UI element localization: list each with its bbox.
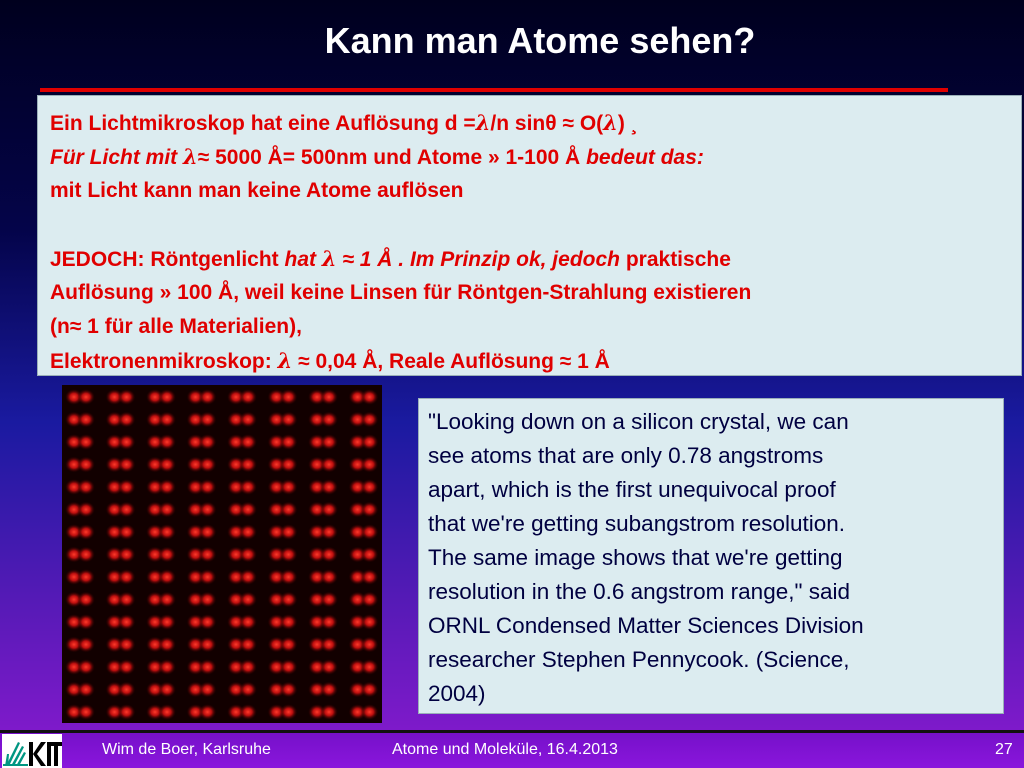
footer-divider [0,730,1024,733]
atom-spot [118,547,136,563]
quote-line: apart, which is the first unequivocal proof [428,477,836,502]
atom-spot [118,682,136,698]
atom-spot [118,412,136,428]
atom-spot [361,502,379,518]
atom-spot [239,682,257,698]
text-box-resolution [37,95,1022,376]
atom-spot [199,502,217,518]
atom-spot [158,434,176,450]
atom-spot [361,479,379,495]
atom-spot [280,547,298,563]
quote-box [418,398,1004,714]
atom-spot [77,592,95,608]
line-1-part-b: /n sin [490,112,546,135]
atom-spot [320,434,338,450]
atom-spot [320,547,338,563]
atom-spot [118,637,136,653]
atom-spot [158,682,176,698]
line-4-part-a: JEDOCH: Röntgenlicht [50,248,285,271]
title-underline [40,88,948,92]
line-7-part-b: ≈ 0,04 Å, Reale Auflösung ≈ 1 Å [292,350,610,373]
atom-spot [320,502,338,518]
atom-spot [239,479,257,495]
atom-spot [361,389,379,405]
text-line-5: Auflösung » 100 Å, weil keine Linsen für Röntgen-Strahlung existieren [50,281,752,304]
quote-line: see atoms that are only 0.78 angstroms [428,443,824,468]
atom-spot [361,547,379,563]
atom-spot [77,524,95,540]
atom-spot [199,569,217,585]
atom-spot [361,682,379,698]
atom-spot [361,457,379,473]
quote-line: that we're getting subangstrom resolution. [428,511,846,536]
kit-logo [2,734,62,768]
atom-spot [199,479,217,495]
atom-spot [239,704,257,720]
lambda-symbol: λ [475,110,491,135]
atom-spot [158,569,176,585]
atom-spot [158,704,176,720]
lambda-symbol: λ [321,246,337,271]
line-2-part-a: Für Licht mit [50,146,183,169]
atom-spot [239,502,257,518]
atom-spot [320,592,338,608]
atom-spot [158,412,176,428]
atom-spot [239,547,257,563]
quote-line: resolution in the 0.6 angstrom range," said [428,579,850,604]
atom-spot [118,592,136,608]
text-line-4 [50,242,1011,276]
atom-spot [320,479,338,495]
atom-spot [361,569,379,585]
quote-line: 2004) [428,681,486,706]
atom-spot [320,704,338,720]
atom-spot [118,479,136,495]
atom-spot [199,592,217,608]
atom-spot [118,704,136,720]
atom-spot [361,412,379,428]
line-2-part-b: ≈ 5000 Å= 500nm und Atome » 1-100 Å [197,146,587,169]
atom-spot [77,502,95,518]
atom-spot [361,704,379,720]
atom-spot [320,659,338,675]
atom-spot [199,457,217,473]
kit-logo-icon [2,734,62,768]
atom-spot [77,682,95,698]
atom-spot [239,412,257,428]
atom-spot [199,389,217,405]
atom-spot [239,457,257,473]
atom-spot [158,637,176,653]
atom-spot [77,569,95,585]
atom-spot [320,457,338,473]
atom-spot [361,434,379,450]
atom-spot [77,704,95,720]
quote-line: researcher Stephen Pennycook. (Science, [428,647,850,672]
atom-spot [77,457,95,473]
atom-spot [199,434,217,450]
atom-spot [118,457,136,473]
atom-spot [239,434,257,450]
atom-spot [361,659,379,675]
atom-spot [158,524,176,540]
text-line-6: (n≈ 1 für alle Materialien), [50,315,302,338]
line-1-part-c: ≈ O( [556,112,604,135]
blank-line [50,208,1011,242]
atom-spot [320,637,338,653]
atom-spot [320,614,338,630]
footer-author: Wim de Boer, Karlsruhe [102,741,271,758]
atom-spot [280,502,298,518]
atom-spot [158,659,176,675]
atom-spot [361,637,379,653]
atom-spot [280,637,298,653]
atom-spot [77,637,95,653]
atom-spot [320,389,338,405]
atom-spot [199,637,217,653]
atom-spot [199,614,217,630]
atom-spot [239,389,257,405]
atom-spot [158,457,176,473]
atom-spot [118,524,136,540]
slide-title: Kann man Atome sehen? [324,20,756,61]
lambda-symbol: λ [183,144,198,169]
text-line-2 [50,140,1011,174]
atom-spot [118,659,136,675]
atom-spot [280,659,298,675]
atom-spot [199,524,217,540]
atom-spot [77,434,95,450]
atom-spot [118,434,136,450]
atom-spot [320,524,338,540]
atom-spot [280,704,298,720]
atom-spot [199,659,217,675]
atom-spot [158,479,176,495]
quote-line: ORNL Condensed Matter Sciences Division [428,613,864,638]
atom-spot [158,502,176,518]
line-1-part-d: ) ¸ [617,112,638,135]
atom-spot [280,389,298,405]
footer-bar [0,730,1024,768]
atom-spot [320,569,338,585]
quote-line: "Looking down on a silicon crystal, we can [428,409,849,434]
footer-page-number: 27 [995,741,1013,758]
atom-spot [239,592,257,608]
atom-spot [158,614,176,630]
atom-spot [320,682,338,698]
atom-spot [280,524,298,540]
atom-spot [77,412,95,428]
atom-spot [239,524,257,540]
footer-course: Atome und Moleküle, 16.4.2013 [392,741,618,758]
atom-spot [280,569,298,585]
atom-spot [77,614,95,630]
lambda-symbol: λ [277,348,293,373]
line-1-part-a: Ein Lichtmikroskop hat eine Auflösung d = [50,112,476,135]
atom-spot [199,547,217,563]
atom-spot [361,614,379,630]
atom-spot [199,704,217,720]
atom-spot [320,412,338,428]
atom-spot [280,479,298,495]
atom-spot [361,592,379,608]
theta-symbol: θ [545,112,557,135]
atom-spot [158,389,176,405]
atom-spot [118,614,136,630]
atom-spot [239,637,257,653]
atom-spot [239,659,257,675]
atom-spot [77,389,95,405]
atom-spot [199,682,217,698]
text-line-7 [50,344,1011,378]
lambda-symbol: λ [603,110,618,135]
atom-spot [280,412,298,428]
line-4-part-d: praktische [620,248,731,271]
quote-line: The same image shows that we're getting [428,545,843,570]
atom-lattice-graphic [62,385,382,723]
line-4-part-b: hat [284,248,322,271]
atom-spot [77,547,95,563]
text-line-3: mit Licht kann man keine Atome auflösen [50,179,464,202]
atom-spot [77,659,95,675]
atom-spot [199,412,217,428]
atom-spot [361,524,379,540]
atom-spot [118,569,136,585]
atom-spot [118,502,136,518]
atom-spot [158,547,176,563]
atom-spot [280,434,298,450]
atom-spot [118,389,136,405]
atom-spot [280,614,298,630]
line-2-part-c: bedeut das: [586,146,704,169]
line-7-part-a: Elektronenmikroskop: [50,350,278,373]
atom-spot [280,682,298,698]
silicon-crystal-atom-image [62,385,382,723]
atom-spot [239,569,257,585]
line-4-part-c: ≈ 1 Å . Im Prinzip ok, jedoch [336,248,620,271]
atom-spot [77,479,95,495]
atom-spot [280,457,298,473]
atom-spot [158,592,176,608]
atom-spot [280,592,298,608]
text-line-1 [50,106,1011,140]
atom-spot [239,614,257,630]
